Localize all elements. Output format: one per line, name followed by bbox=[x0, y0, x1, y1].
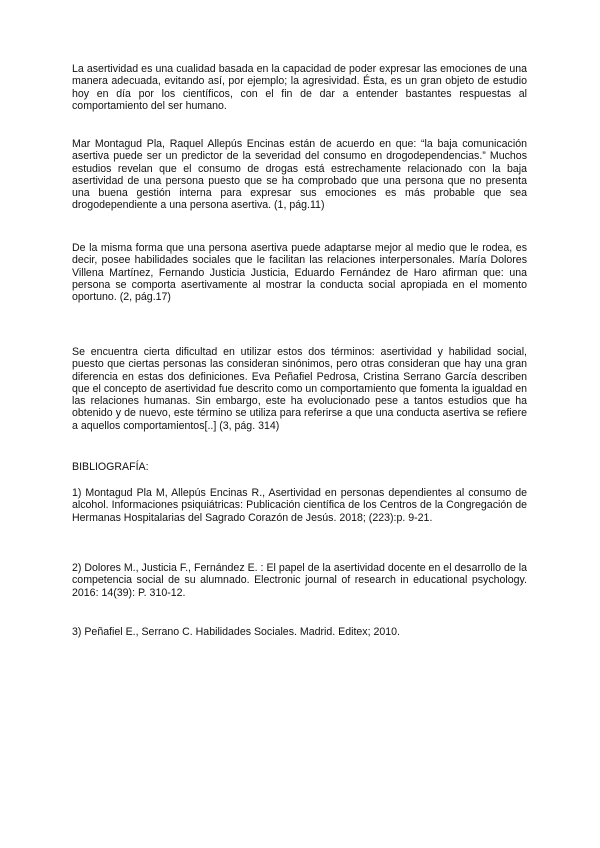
bibliography-entry-2: 2) Dolores M., Justicia F., Fernández E. : El papel de la asertividad docente en el desarrollo de la competencia social de su alumnado. Electronic journal of research in educational psychology. 2016: 14(39): P. 310-12. bbox=[72, 562, 527, 599]
bibliography-entry-1: 1) Montagud Pla M, Allepús Encinas R., Asertividad en personas dependientes al consumo de alcohol. Informaciones psiquiátricas: Publicación científica de los Centros de la Congregación de Hermanas Hospitalarias del Sagrado Corazón de Jesús. 2018; (223):p. 9-21. bbox=[72, 487, 527, 524]
bibliography-heading: BIBLIOGRAFÍA: bbox=[72, 461, 149, 473]
paragraph-villena: De la misma forma que una persona asertiva puede adaptarse mejor al medio que le rodea, es decir, posee habilidades sociales que le facilitan las relaciones interpersonales. María Dolores Villena Martínez, Fernando Justicia Justicia, Eduardo Fernández de Haro afirman que: una persona se comporta asertivamente al mostrar la conducta social apropiada en el momento oportuno. (2, pág.17) bbox=[72, 242, 527, 304]
paragraph-penafiel: Se encuentra cierta dificultad en utilizar estos dos términos: asertividad y habilidad social, puesto que ciertas personas las consideran sinónimos, pero otras consideran que hay una gran diferencia en estas dos definiciones. Eva Peñafiel Pedrosa, Cristina Serrano García describen que el concepto de asertividad fue descrito como un comportamiento que fomenta la igualdad en las relaciones humanas. Sin embargo, este ha evolucionado pese a tantos estudios que ha obtenido y de nuevo, este término se utiliza para referirse a que una conducta asertiva se refiere a aquellos comportamientos[..] (3, pág. 314) bbox=[72, 346, 527, 432]
paragraph-intro: La asertividad es una cualidad basada en la capacidad de poder expresar las emociones de una manera adecuada, evitando así, por ejemplo; la agresividad. Ésta, es un gran objeto de estudio hoy en día por los científicos, con el fin de dar a entender bastantes respuestas al comportamiento del ser humano. bbox=[72, 63, 527, 112]
bibliography-entry-3: 3) Peñafiel E., Serrano C. Habilidades Sociales. Madrid. Editex; 2010. bbox=[72, 626, 400, 638]
paragraph-montagud: Mar Montagud Pla, Raquel Allepús Encinas están de acuerdo en que: “la baja comunicación asertiva puede ser un predictor de la severidad del consumo en drogodependencias.” Muchos estudios revelan que el consumo de drogas está estrechamente relacionado con la baja asertividad de una persona puesto que se ha comprobado que una persona que no presenta una buena gestión interna para expresar sus emociones es más probable que sea drogodependiente a una persona asertiva. (1, pág.11) bbox=[72, 138, 527, 212]
